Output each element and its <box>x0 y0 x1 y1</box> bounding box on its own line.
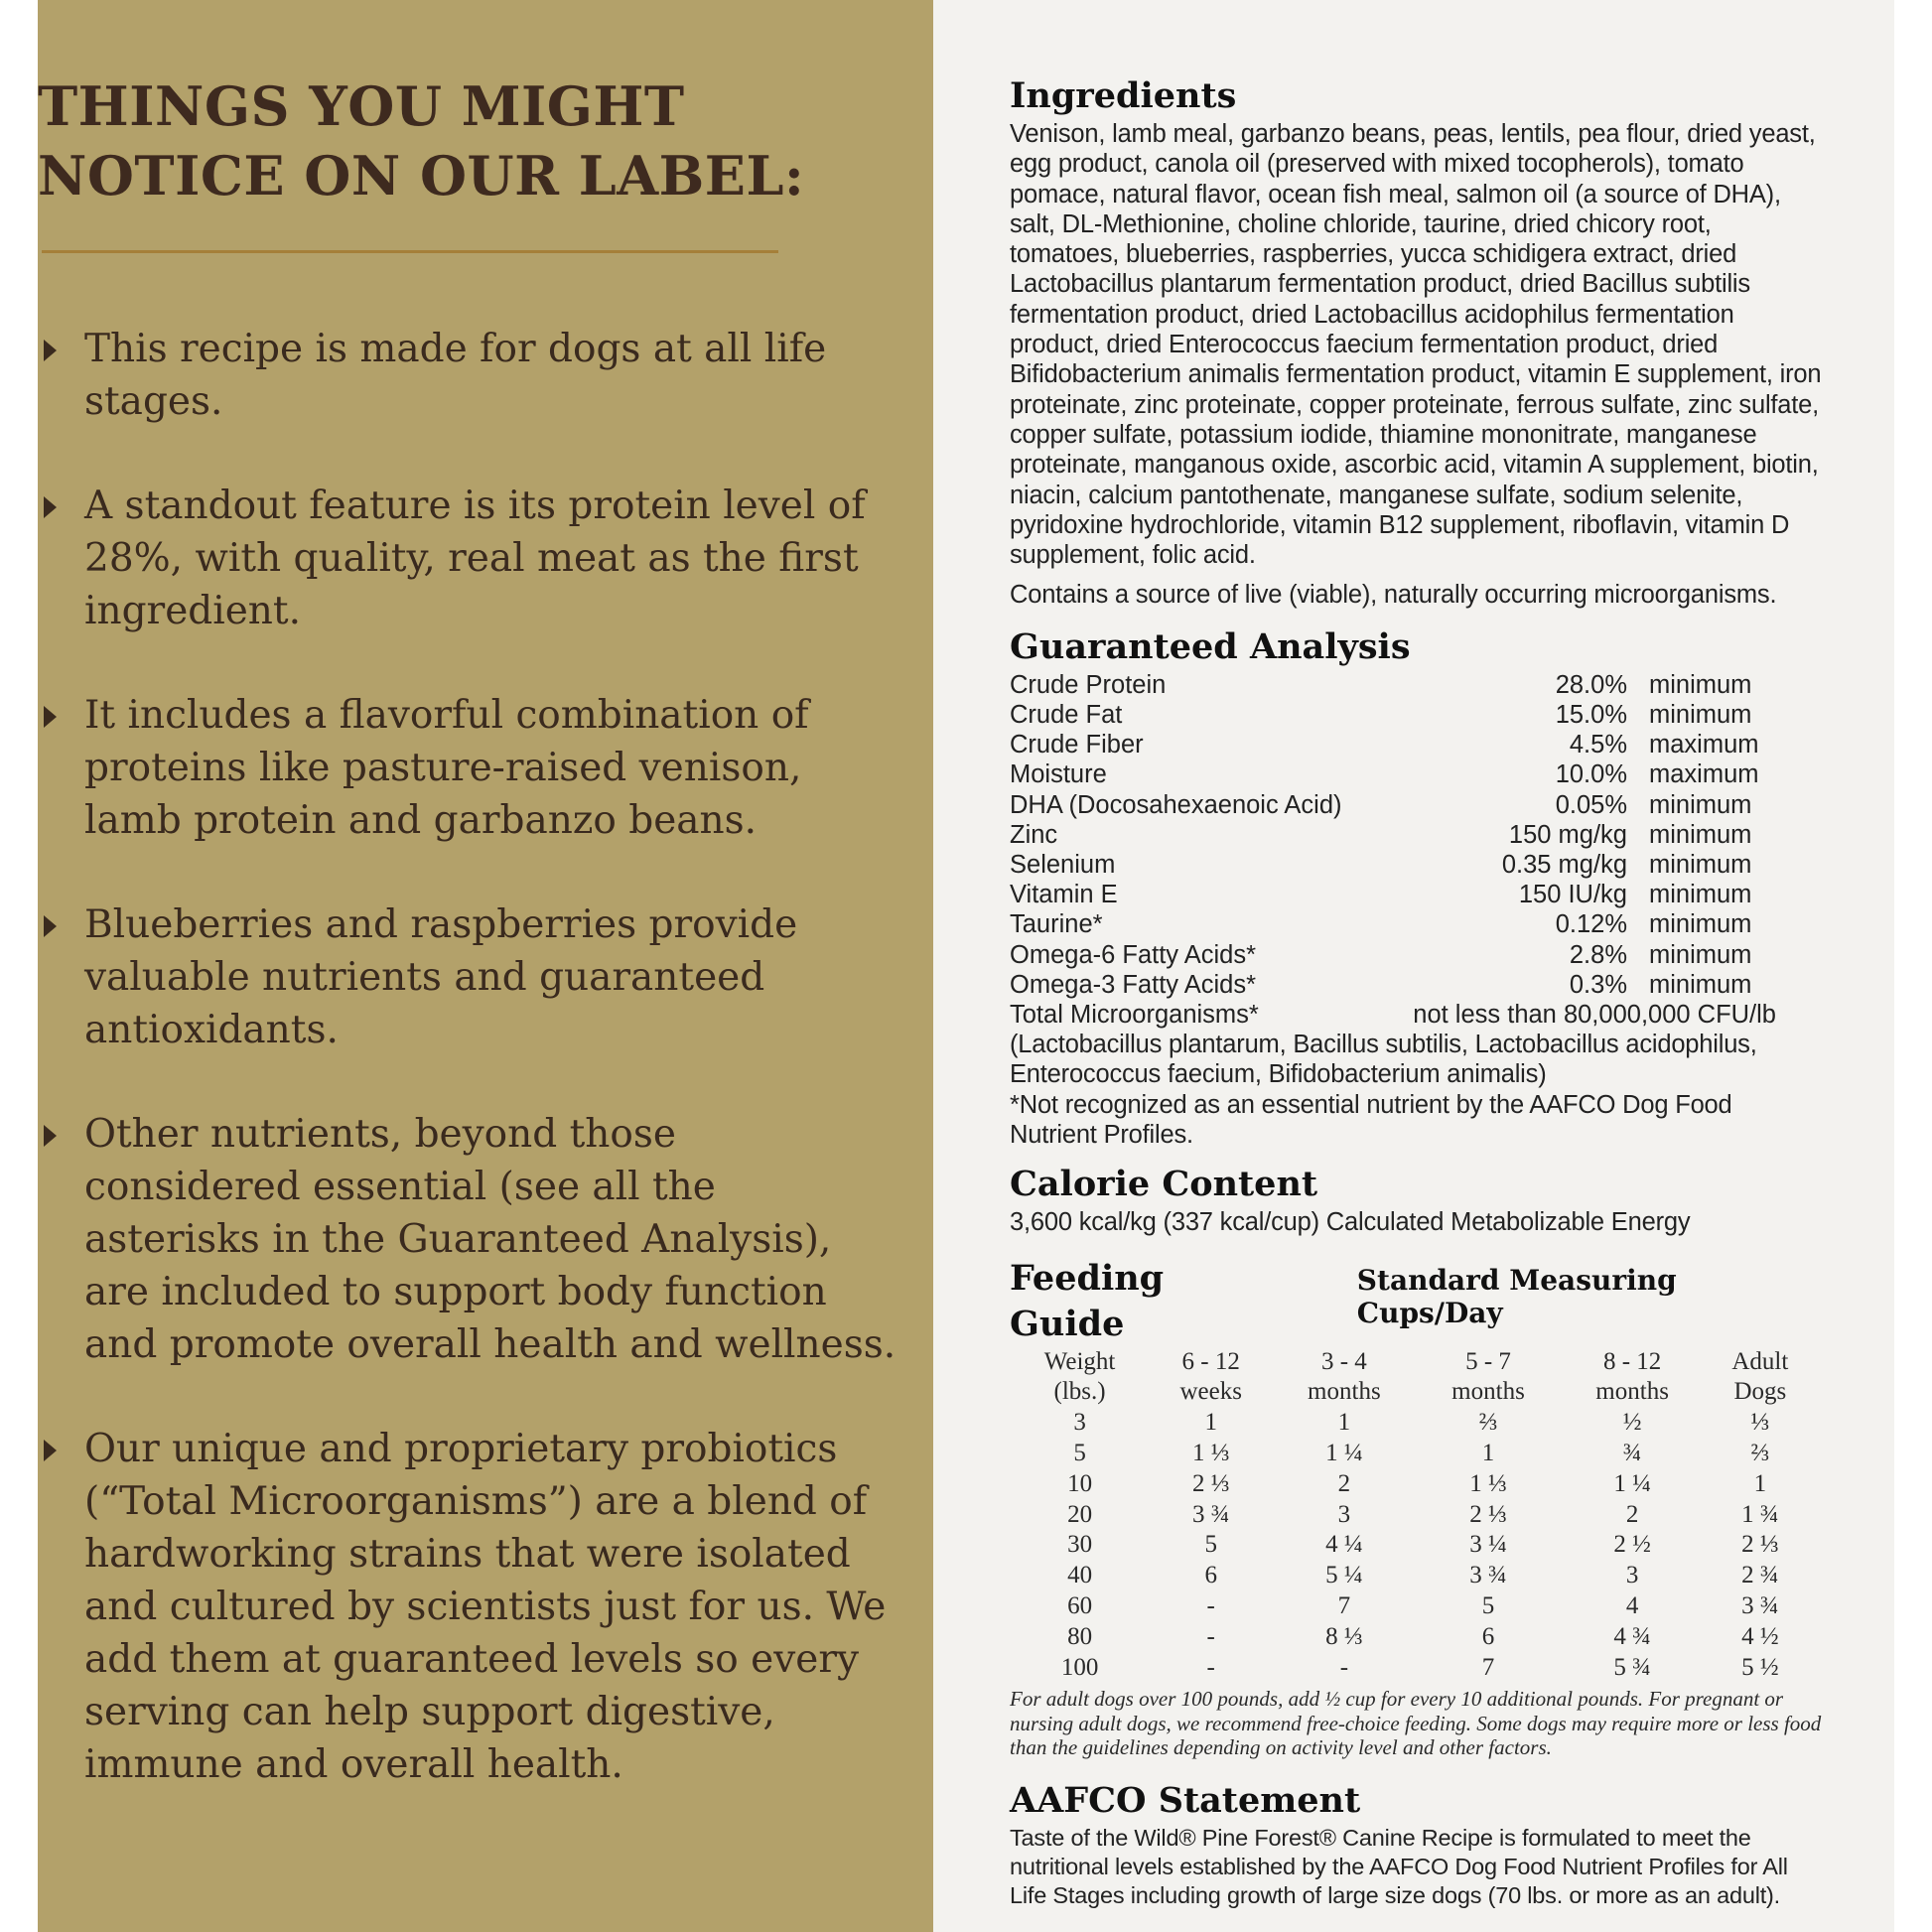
table-cell: 2 ½ <box>1613 1531 1651 1559</box>
calorie-title: Calorie Content <box>1010 1164 1318 1205</box>
table-row <box>1010 1591 1816 1622</box>
table-cell: 1 <box>1481 1440 1495 1467</box>
column-header: months <box>1308 1378 1381 1406</box>
table-row <box>1010 1653 1816 1684</box>
table-cell: - <box>1206 1592 1215 1620</box>
table-row <box>1010 1530 1816 1561</box>
table-row <box>1010 850 1776 880</box>
feeding-subtitle: Standard Measuring Cups/Day <box>1356 1263 1677 1329</box>
nutrient-qualifier: minimum <box>1649 670 1752 699</box>
table-cell: 1 ¼ <box>1325 1440 1363 1467</box>
feature-text: Blueberries and raspberries provide valuable nutrients and guaranteed antioxidants. <box>84 902 798 1052</box>
table-cell: ½ <box>1622 1409 1642 1437</box>
feature-text: It includes a flavorful combination of proteins like pasture-raised venison, lamb protein and garbanzo beans. <box>84 693 809 843</box>
table-cell: 2 <box>1337 1469 1351 1497</box>
nutrient-name: Crude Fat <box>1010 700 1123 729</box>
nutrient-qualifier: minimum <box>1649 970 1752 999</box>
table-row <box>1010 1000 1776 1030</box>
table-header-row <box>1010 1377 1816 1408</box>
table-row <box>1010 1500 1816 1531</box>
nutrient-value: 15.0% <box>1555 700 1627 729</box>
table-row <box>1010 1439 1816 1469</box>
table-cell: 5 ¼ <box>1325 1562 1363 1589</box>
nutrient-name: Crude Protein <box>1010 670 1167 699</box>
nutrient-qualifier: minimum <box>1649 910 1752 939</box>
nutrient-value: not less than 80,000,000 CFU/lb <box>1413 1000 1776 1029</box>
nutrient-name: Zinc <box>1010 820 1058 849</box>
table-cell: 1 ⅓ <box>1191 1440 1230 1467</box>
nutrient-qualifier: minimum <box>1649 940 1752 969</box>
table-cell: 8 ⅓ <box>1325 1622 1363 1650</box>
column-header: 5 - 7 <box>1465 1347 1511 1375</box>
table-cell: 3 ¾ <box>1469 1562 1507 1589</box>
nutrient-value: 150 IU/kg <box>1518 881 1627 909</box>
feeding-header <box>1010 1256 1824 1347</box>
nutrient-name: Omega-6 Fatty Acids* <box>1010 940 1257 969</box>
feeding-title: Feeding Guide <box>1010 1257 1165 1344</box>
column-header: Weight <box>1043 1347 1116 1375</box>
table-row <box>1010 909 1776 939</box>
table-cell: 1 ¾ <box>1741 1500 1779 1528</box>
caret-right-icon <box>44 1440 57 1461</box>
table-cell: 80 <box>1067 1622 1093 1650</box>
table-cell: 4 ¾ <box>1613 1622 1651 1650</box>
table-cell: 4 ¼ <box>1325 1531 1363 1559</box>
column-header: Adult <box>1731 1347 1789 1375</box>
table-cell: 2 ¾ <box>1741 1562 1779 1589</box>
feeding-table <box>1010 1347 1816 1684</box>
calorie-text: 3,600 kcal/kg (337 kcal/cup) Calculated Metabolizable Energy <box>1010 1208 1691 1237</box>
table-row <box>1010 970 1776 1000</box>
table-cell: 3 ¾ <box>1741 1592 1779 1620</box>
table-row <box>1010 759 1776 789</box>
caret-right-icon <box>44 706 57 728</box>
table-cell: 30 <box>1067 1531 1093 1559</box>
table-cell: 20 <box>1067 1500 1093 1528</box>
table-cell: 60 <box>1067 1592 1093 1620</box>
nutrient-value: 0.3% <box>1569 970 1627 999</box>
table-cell: 100 <box>1060 1653 1099 1681</box>
table-cell: ¾ <box>1622 1440 1642 1467</box>
table-cell: 4 ½ <box>1741 1622 1779 1650</box>
feature-item <box>40 480 903 637</box>
nutrient-qualifier: minimum <box>1649 700 1752 729</box>
nutrient-value: 0.05% <box>1555 790 1627 819</box>
column-header: 6 - 12 <box>1181 1347 1240 1375</box>
caret-right-icon <box>44 1125 57 1147</box>
caret-right-icon <box>44 496 57 518</box>
feeding-note: For adult dogs over 100 pounds, add ½ cup for every 10 additional pounds. For pregnant or nursing adult dogs, we recommend free-choice feeding. Some dogs may require more or less food than the guidelines depending on activity level and other factors. <box>1010 1687 1822 1760</box>
feature-item <box>40 689 903 847</box>
ingredients-text: Venison, lamb meal, garbanzo beans, peas, lentils, pea flour, dried yeast, egg product, canola oil (preserved with mixed tocopherols), tomato pomace, natural flavor, ocean fish meal, salmon oil (a source of DHA), salt, DL-Methionine, choline chloride, taurine, dried chicory root, tomatoes, blueberries, raspberries, yucca schidigera extract, dried Lactobacillus plantarum fermentation product, dried Bacillus subtilis fermentation product, dried Lactobacillus acidophilus fermentation product, dried Enterococcus faecium fermentation product, dried Bifidobacterium animalis fermentation product, vitamin E supplement, iron proteinate, zinc proteinate, copper proteinate, ferrous sulfate, zinc sulfate, copper sulfate, potassium iodide, thiamine mononitrate, manganese proteinate, manganous oxide, ascorbic acid, vitamin A supplement, biotin, niacin, calcium pantothenate, manganese sulfate, sodium selenite, pyridoxine hydrochloride, vitamin B12 supplement, riboflavin, vitamin D supplement, folic acid. <box>1010 120 1822 570</box>
nutrient-name: Crude Fiber <box>1010 731 1144 759</box>
table-cell: 1 ¼ <box>1613 1469 1651 1497</box>
nutrient-qualifier: minimum <box>1649 790 1752 819</box>
table-row <box>1010 790 1776 820</box>
nutrient-value: 2.8% <box>1569 940 1627 969</box>
table-row <box>1010 880 1776 909</box>
table-row <box>1010 670 1776 700</box>
table-cell: 3 <box>1073 1409 1086 1437</box>
table-cell: - <box>1206 1622 1215 1650</box>
table-row <box>1010 1622 1816 1653</box>
nutrient-qualifier: minimum <box>1649 820 1752 849</box>
table-cell: 1 <box>1337 1409 1351 1437</box>
nutrient-name: Moisture <box>1010 760 1107 789</box>
microorganisms-note: Contains a source of live (viable), naturally occurring microorganisms. <box>1010 581 1777 610</box>
aafco-title: AAFCO Statement <box>1010 1779 1361 1821</box>
table-row <box>1010 1469 1816 1500</box>
product-label <box>1010 73 1824 1910</box>
table-cell: 4 <box>1625 1592 1639 1620</box>
table-header-row <box>1010 1347 1816 1378</box>
table-cell: 10 <box>1067 1469 1093 1497</box>
feature-text: Our unique and proprietary probiotics (“Total Microorganisms”) are a blend of hardworking strains that were isolated and cultured by scientists just for us. We add them at guaranteed levels so every serving can help support digestive, immune and overall health. <box>84 1427 887 1787</box>
nutrient-value: 0.12% <box>1555 910 1627 939</box>
table-cell: 6 <box>1204 1562 1217 1589</box>
table-cell: 5 ½ <box>1741 1653 1779 1681</box>
feature-list <box>40 323 903 1791</box>
table-cell: ⅔ <box>1750 1440 1770 1467</box>
table-cell: 5 <box>1204 1531 1217 1559</box>
feature-item <box>40 898 903 1056</box>
nutrient-qualifier: maximum <box>1649 731 1759 759</box>
table-cell: 2 ⅓ <box>1469 1500 1507 1528</box>
nutrient-value: 10.0% <box>1555 760 1627 789</box>
nutrient-value: 4.5% <box>1569 731 1627 759</box>
feature-text: A standout feature is its protein level of 28%, with quality, real meat as the first ingredient. <box>84 483 866 633</box>
right-margin <box>1894 0 1932 1932</box>
nutrient-name: Omega-3 Fatty Acids* <box>1010 970 1257 999</box>
table-row <box>1010 730 1776 759</box>
feature-item <box>40 1108 903 1371</box>
nutrient-qualifier: maximum <box>1649 760 1759 789</box>
ingredients-title: Ingredients <box>1010 75 1237 116</box>
column-header: 8 - 12 <box>1602 1347 1662 1375</box>
table-row <box>1010 700 1776 730</box>
analysis-title: Guaranteed Analysis <box>1010 625 1411 667</box>
table-cell: 3 ¾ <box>1191 1500 1230 1528</box>
analysis-footnote: *Not recognized as an essential nutrient by the AAFCO Dog Food Nutrient Profiles. <box>1010 1090 1732 1150</box>
table-cell: - <box>1206 1653 1215 1681</box>
feature-text: Other nutrients, beyond those considered essential (see all the asterisks in the Guaranteed Analysis), are included to support body function and promote overall health and wellness. <box>84 1112 897 1367</box>
nutrient-name: Selenium <box>1010 850 1116 879</box>
table-cell: 7 <box>1337 1592 1351 1620</box>
table-cell: - <box>1339 1653 1349 1681</box>
feature-item <box>40 323 903 428</box>
column-header: months <box>1595 1378 1669 1406</box>
table-cell: 3 <box>1625 1562 1639 1589</box>
nutrient-name: Taurine* <box>1010 910 1103 939</box>
nutrient-value: 0.35 mg/kg <box>1501 850 1627 879</box>
table-cell: 3 <box>1337 1500 1351 1528</box>
table-row <box>1010 820 1776 850</box>
table-cell: 2 ⅓ <box>1741 1531 1779 1559</box>
nutrient-value: 150 mg/kg <box>1508 820 1627 849</box>
table-cell: 3 ¼ <box>1469 1531 1507 1559</box>
table-cell: ⅔ <box>1478 1409 1498 1437</box>
caret-right-icon <box>44 340 57 361</box>
table-cell: 6 <box>1481 1622 1495 1650</box>
divider <box>42 250 778 253</box>
column-header: weeks <box>1179 1378 1242 1406</box>
nutrient-qualifier: minimum <box>1649 850 1752 879</box>
table-cell: 5 ¾ <box>1613 1653 1651 1681</box>
nutrient-name: Vitamin E <box>1010 881 1118 909</box>
nutrient-name: DHA (Docosahexaenoic Acid) <box>1010 790 1342 819</box>
table-row <box>1010 940 1776 970</box>
analysis-table <box>1010 670 1776 1030</box>
page-title: THINGS YOU MIGHT NOTICE ON OUR LABEL: <box>38 74 805 207</box>
strain-list: (Lactobacillus plantarum, Bacillus subtilis, Lactobacillus acidophilus, Enterococcus faecium, Bifidobacterium animalis) <box>1010 1031 1757 1089</box>
feature-item <box>40 1423 903 1791</box>
table-cell: 1 <box>1753 1469 1767 1497</box>
table-cell: 1 <box>1204 1409 1217 1437</box>
table-cell: 7 <box>1481 1653 1495 1681</box>
table-row <box>1010 1561 1816 1591</box>
caret-right-icon <box>44 915 57 937</box>
column-header: months <box>1451 1378 1525 1406</box>
table-cell: 40 <box>1067 1562 1093 1589</box>
table-cell: 5 <box>1481 1592 1495 1620</box>
nutrient-qualifier: minimum <box>1649 881 1752 909</box>
column-header: (lbs.) <box>1053 1378 1106 1406</box>
nutrient-value: 28.0% <box>1555 670 1627 699</box>
table-cell: 1 ⅓ <box>1469 1469 1507 1497</box>
column-header: Dogs <box>1733 1378 1787 1406</box>
table-cell: 2 ⅓ <box>1191 1469 1230 1497</box>
nutrient-name: Total Microorganisms* <box>1010 1000 1259 1029</box>
feature-text: This recipe is made for dogs at all life stages. <box>84 327 827 424</box>
aafco-text: Taste of the Wild® Pine Forest® Canine Recipe is formulated to meet the nutritional levels established by the AAFCO Dog Food Nutrient Profiles for All Life Stages including growth of large size dogs (70 lbs. or more as an adult). <box>1010 1824 1788 1908</box>
table-cell: ⅓ <box>1750 1409 1770 1437</box>
table-cell: 5 <box>1073 1440 1086 1467</box>
table-cell: 2 <box>1625 1500 1639 1528</box>
table-row <box>1010 1408 1816 1439</box>
column-header: 3 - 4 <box>1320 1347 1367 1375</box>
